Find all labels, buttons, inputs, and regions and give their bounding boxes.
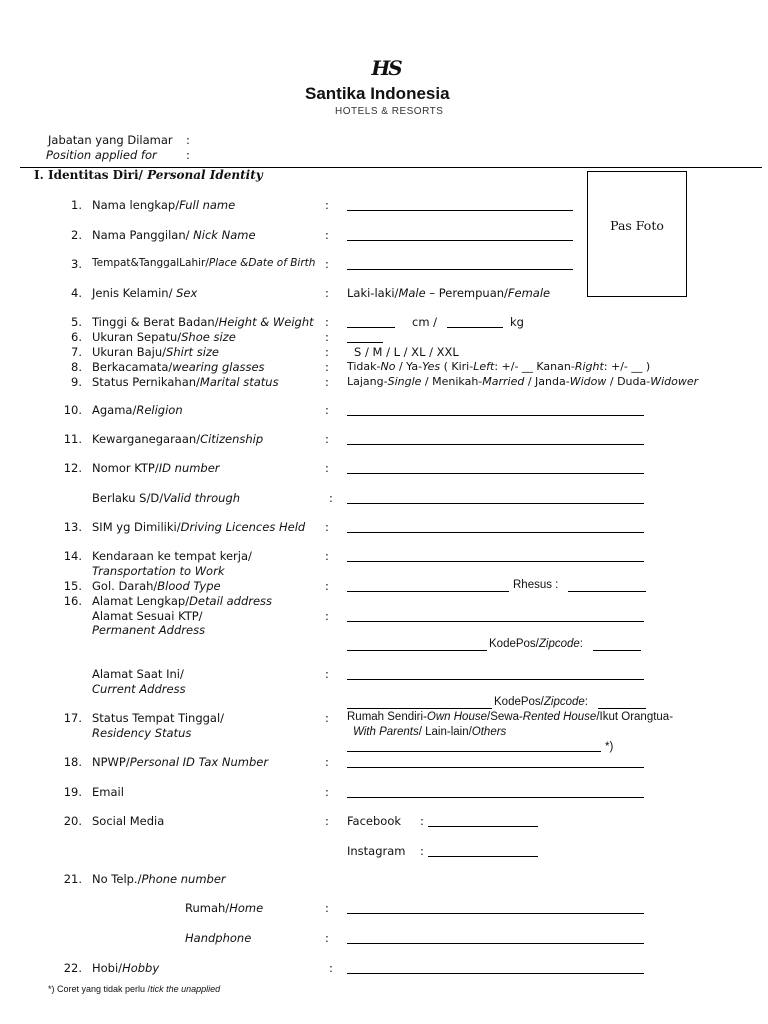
shirt-size-label: Ukuran Baju/Shirt size [92,345,220,359]
colon: : [325,785,329,799]
colon: : [325,403,329,417]
position-label-en: Position applied for [46,148,157,162]
item-number: 21. [63,872,82,886]
full-name-field[interactable] [347,210,573,211]
item-number: 19. [63,785,82,799]
citizenship-field[interactable] [347,444,644,445]
instagram-field[interactable] [428,856,538,857]
brand-name: Santika Indonesia [305,84,450,103]
transport-field[interactable] [347,561,644,562]
hobby-field[interactable] [347,973,644,974]
item-number: 16. [63,594,82,608]
licence-label: SIM yg Dimiliki/Driving Licences Held [92,520,306,534]
valid-through-label: Berlaku S/D/Valid through [92,491,241,505]
tax-number-label: NPWP/Personal ID Tax Number [92,755,269,769]
item-number: 12. [63,461,82,475]
colon: : [325,286,329,300]
item-number: 15. [63,579,82,593]
colon: : [325,901,329,915]
colon: : [325,755,329,769]
height-weight-label: Tinggi & Berat Badan/Height & Weight [92,315,314,329]
valid-through-field[interactable] [347,503,644,504]
colon: : [329,491,333,505]
colon: : [325,432,329,446]
unit-kg: kg [510,315,524,329]
item-number: 13. [63,520,82,534]
citizenship-label: Kewarganegaraan/Citizenship [92,432,264,446]
current-address-label: Alamat Saat Ini/ [92,667,184,681]
photo-box: Pas Foto [587,171,687,297]
item-number: 11. [63,432,82,446]
facebook-label: Facebook [347,814,402,828]
item-number: 6. [71,330,82,344]
position-colon: : [186,133,190,147]
section-title: I. Identitas Diri/ Personal Identity [34,168,263,182]
item-number: 9. [71,375,82,389]
marital-options[interactable]: Lajang-Single / Menikah-Married / Janda-Widow / Duda-Widower [347,375,699,388]
item-number: 22. [63,961,82,975]
colon: : [325,931,329,945]
birth-label: Tempat&TanggalLahir/Place &Date of Birth [92,257,316,269]
colon: : [325,609,329,623]
id-number-field[interactable] [347,473,644,474]
colon: : [325,814,329,828]
footnote: *) Coret yang tidak perlu /tick the unapplied [48,984,221,994]
current-zipcode-field[interactable] [598,708,646,709]
home-phone-label: Rumah/Home [185,901,264,915]
colon: : [329,961,333,975]
colon: : [325,360,329,374]
rhesus-label: Rhesus : [513,579,559,591]
current-address-label-en: Current Address [92,682,186,696]
marital-label: Status Pernikahan/Marital status [92,375,279,389]
item-number: 14. [63,549,82,563]
residency-options-2[interactable]: With Parents/ Lain-lain/Others [353,726,507,738]
transport-label-en: Transportation to Work [92,564,225,578]
permanent-address-field-2[interactable] [347,650,487,651]
glasses-label: Berkacamata/wearing glasses [92,360,265,374]
email-label: Email [92,785,124,799]
permanent-address-field[interactable] [347,621,644,622]
colon: : [325,228,329,242]
instagram-colon: : [420,844,424,858]
unit-cm: cm / [412,315,438,329]
social-media-label: Social Media [92,814,165,828]
shoe-size-field[interactable] [347,342,383,343]
item-number: 20. [63,814,82,828]
item-number: 18. [63,755,82,769]
residency-options[interactable]: Rumah Sendiri-Own House/Sewa-Rented House/Ikut Orangtua- [347,711,674,723]
shoe-size-label: Ukuran Sepatu/Shoe size [92,330,236,344]
full-name-label: Nama lengkap/Full name [92,198,236,212]
logo-monogram: HS [371,56,401,80]
item-number: 17. [63,711,82,725]
residency-label-en: Residency Status [92,726,192,740]
sex-label: Jenis Kelamin/ Sex [92,286,198,300]
handphone-field[interactable] [347,943,644,944]
tax-number-field[interactable] [347,767,644,768]
current-zipcode-label: KodePos/Zipcode: [494,696,588,708]
brand-subtitle: HOTELS & RESORTS [335,106,444,117]
religion-field[interactable] [347,415,644,416]
item-number: 8. [71,360,82,374]
item-number: 3. [71,257,82,271]
current-address-field-2[interactable] [347,708,492,709]
blood-type-label: Gol. Darah/Blood Type [92,579,221,593]
email-field[interactable] [347,797,644,798]
item-number: 7. [71,345,82,359]
item-number: 1. [71,198,82,212]
colon: : [325,579,329,593]
residency-other-field[interactable] [347,751,601,752]
permanent-zipcode-field[interactable] [593,650,641,651]
transport-label: Kendaraan ke tempat kerja/ [92,549,252,563]
blood-type-field[interactable] [347,591,509,592]
item-number: 10. [63,403,82,417]
position-label-id: Jabatan yang Dilamar [48,133,173,147]
religion-label: Agama/Religion [92,403,183,417]
colon: : [325,461,329,475]
id-number-label: Nomor KTP/ID number [92,461,220,475]
phone-label: No Telp./Phone number [92,872,226,886]
nick-name-field[interactable] [347,240,573,241]
instagram-label: Instagram [347,844,406,858]
weight-field[interactable] [447,327,503,328]
glasses-options[interactable]: Tidak-No / Ya-Yes ( Kiri-Left: +/- __ Kanan-Right: +/- __ ) [347,360,651,373]
colon: : [325,520,329,534]
colon: : [325,198,329,212]
permanent-zipcode-label: KodePos/Zipcode: [489,638,583,650]
hobby-label: Hobi/Hobby [92,961,160,975]
rhesus-field[interactable] [568,591,646,592]
handphone-label: Handphone [185,931,252,945]
colon: : [325,315,329,329]
item-number: 2. [71,228,82,242]
permanent-address-label-en: Permanent Address [92,623,206,637]
address-label: Alamat Lengkap/Detail address [92,594,273,608]
facebook-colon: : [420,814,424,828]
item-number: 5. [71,315,82,329]
facebook-field[interactable] [428,826,538,827]
residency-note: *) [605,741,614,753]
shirt-size-options[interactable]: S / M / L / XL / XXL [354,345,459,359]
colon: : [325,711,329,725]
colon: : [325,330,329,344]
home-phone-field[interactable] [347,913,644,914]
colon: : [325,667,329,681]
licence-field[interactable] [347,532,644,533]
sex-options[interactable]: Laki-laki/Male – Perempuan/Female [347,286,551,300]
colon: : [325,345,329,359]
item-number: 4. [71,286,82,300]
nick-name-label: Nama Panggilan/ Nick Name [92,228,256,242]
colon: : [325,257,329,271]
current-address-field[interactable] [347,679,644,680]
height-field[interactable] [347,327,395,328]
position-colon-2: : [186,148,190,162]
colon: : [325,549,329,563]
permanent-address-label: Alamat Sesuai KTP/ [92,609,203,623]
birth-field[interactable] [347,269,573,270]
residency-label: Status Tempat Tinggal/ [92,711,225,725]
colon: : [325,375,329,389]
